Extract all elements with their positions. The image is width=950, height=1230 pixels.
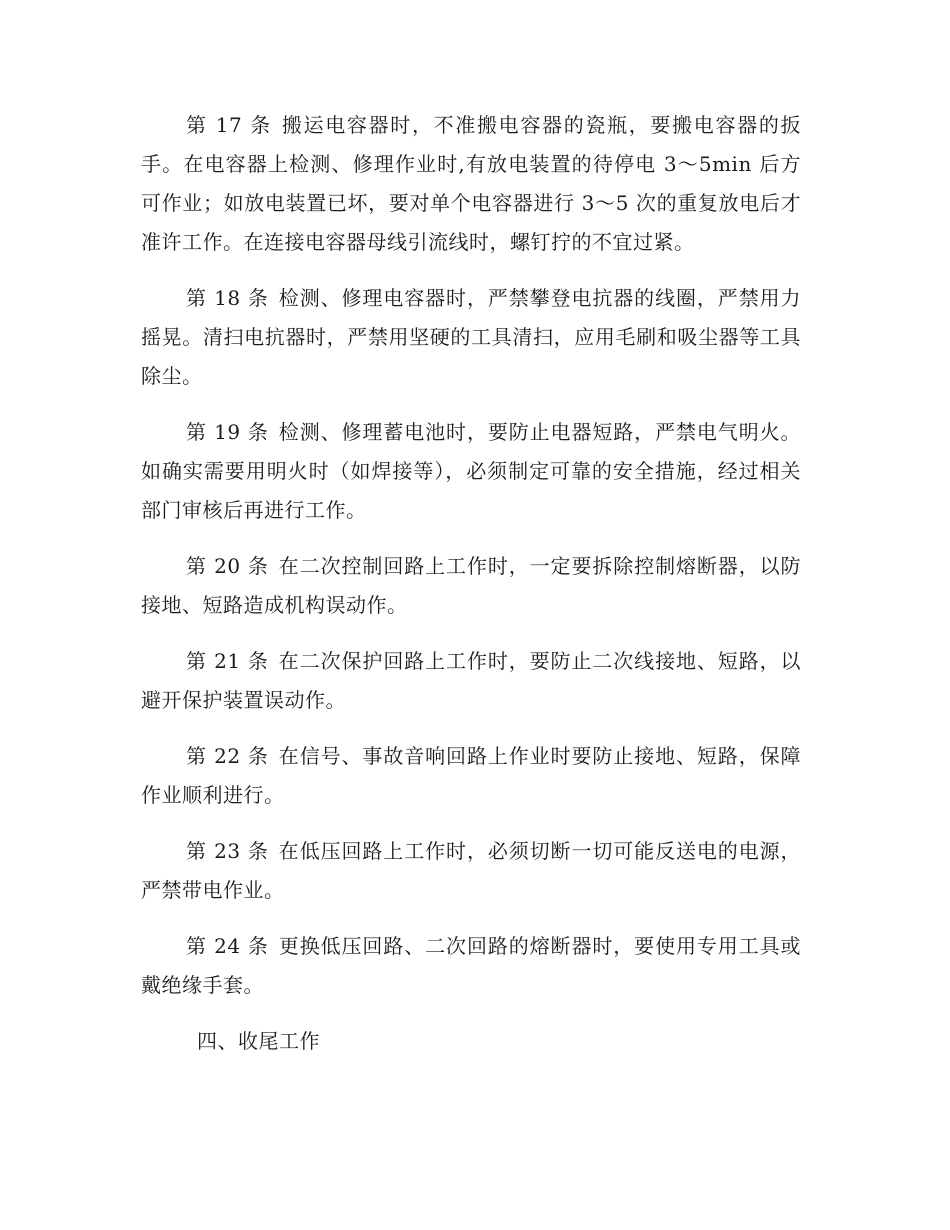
article-number: 第 24 条 [186, 934, 269, 958]
article-text: 在二次控制回路上工作时，一定要拆除控制熔断器，以防接地、短路造成机构误动作。 [141, 554, 802, 617]
article-number: 第 20 条 [186, 554, 269, 578]
article-number: 第 21 条 [186, 649, 269, 673]
article-21 [141, 642, 801, 720]
article-23 [141, 832, 801, 910]
article-text: 检测、修理蓄电池时，要防止电器短路，严禁电气明火。如确实需要用明火时（如焊接等），必须制定可靠的安全措施，经过相关部门审核后再进行工作。 [141, 420, 802, 522]
section-heading: 四、收尾工作 [197, 1029, 320, 1053]
article-number: 第 17 条 [186, 113, 272, 137]
article-text: 更换低压回路、二次回路的熔断器时，要使用专用工具或戴绝缘手套。 [141, 934, 802, 997]
article-text: 在低压回路上工作时，必须切断一切可能反送电的电源，严禁带电作业。 [141, 839, 802, 902]
article-22 [141, 737, 801, 815]
document-body [141, 106, 801, 1061]
article-19 [141, 413, 801, 530]
article-20 [141, 547, 801, 625]
article-17 [141, 106, 801, 262]
article-text: 搬运电容器时，不准搬电容器的瓷瓶，要搬电容器的扳手。在电容器上检测、修理作业时,有放电装置的待停电 3～5min 后方可作业；如放电装置已坏，要对单个电容器进行 3～5 次的重复放电后才准许工作。在连接电容器母线引流线时，螺钉拧的不宜过紧。 [141, 113, 802, 254]
article-number: 第 19 条 [186, 420, 269, 444]
article-number: 第 18 条 [186, 286, 269, 310]
article-text: 在二次保护回路上工作时，要防止二次线接地、短路，以避开保护装置误动作。 [141, 649, 802, 712]
article-text: 在信号、事故音响回路上作业时要防止接地、短路，保障作业顺利进行。 [141, 744, 802, 807]
article-text: 检测、修理电容器时，严禁攀登电抗器的线圈，严禁用力摇晃。清扫电抗器时，严禁用坚硬的工具清扫，应用毛刷和吸尘器等工具除尘。 [141, 286, 802, 388]
article-number: 第 22 条 [186, 744, 269, 768]
article-18 [141, 279, 801, 396]
article-24 [141, 927, 801, 1005]
article-number: 第 23 条 [186, 839, 269, 863]
